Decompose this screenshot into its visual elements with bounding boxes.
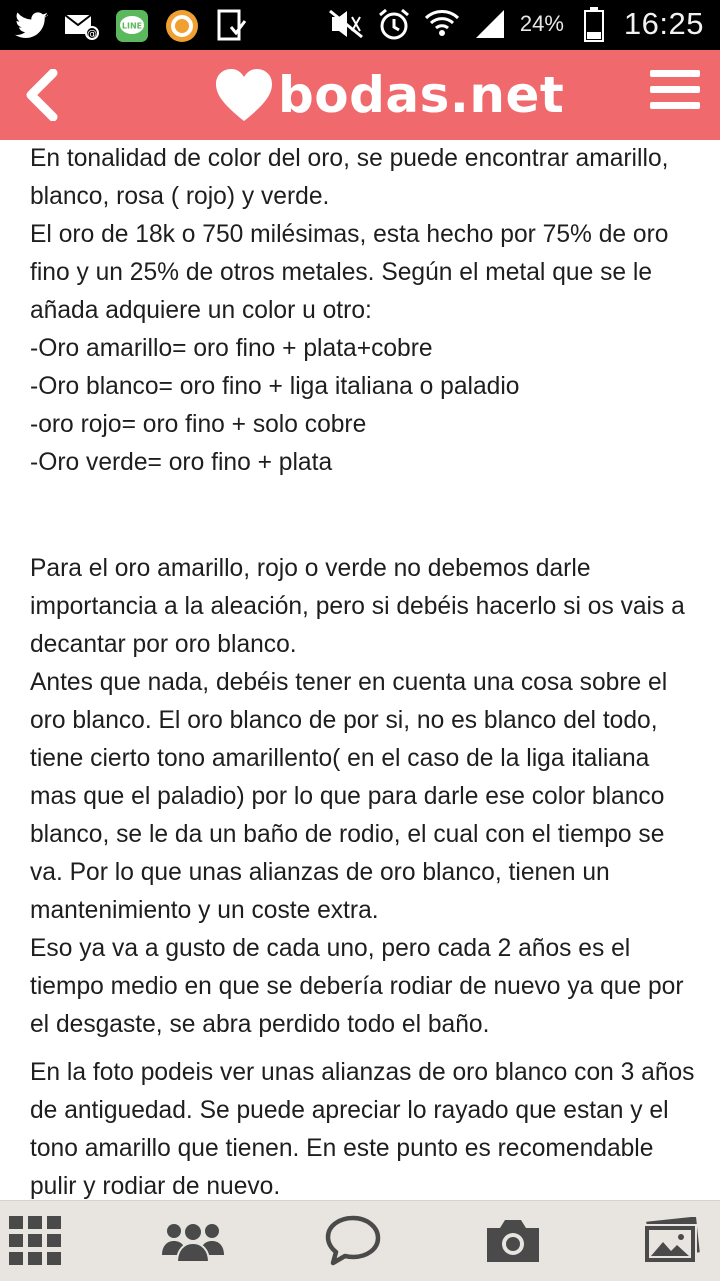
mail-icon <box>64 8 100 44</box>
menu-button[interactable] <box>650 70 702 120</box>
mute-icon <box>328 6 364 42</box>
nav-chat-button[interactable] <box>318 1211 388 1271</box>
status-bar-notifications <box>14 8 250 44</box>
camera-icon <box>483 1218 543 1264</box>
article-content[interactable] <box>0 140 720 1200</box>
svg-text:LINE: LINE <box>121 21 143 31</box>
nav-community-button[interactable] <box>158 1211 228 1271</box>
wifi-icon <box>424 6 460 42</box>
twitter-icon <box>14 8 50 44</box>
article-paragraph-colors: En tonalidad de color del oro, se puede encontrar amarillo, blanco, rosa ( rojo) y verde. El oro de 18k o 750 milésimas, esta hecho por 75% de oro fino y un 25% de otros metales. Según el metal que se le añada adquiere un color u otro: -Oro amarillo= oro fino + plata+cobre -Oro blanco= oro fino + liga italiana o paladio -oro rojo= oro fino + solo cobre -Oro verde= oro fino + plata <box>30 145 669 476</box>
chat-bubble-icon <box>324 1214 382 1268</box>
bottom-navigation <box>0 1200 720 1281</box>
svg-text:@: @ <box>87 29 97 40</box>
hamburger-menu-icon <box>650 70 702 109</box>
community-icon <box>160 1219 226 1263</box>
article-paragraph-photo: En la foto podeis ver unas alianzas de oro blanco con 3 años de antiguedad. Se puede apreciar lo rayado que estan y el tono amarillo que tienen. En este punto es recomendable pulir y rodiar de nuevo. <box>30 1059 695 1200</box>
back-button[interactable] <box>16 64 66 126</box>
bodas-logo[interactable] <box>214 60 564 130</box>
status-bar <box>0 0 720 50</box>
photos-icon <box>640 1217 702 1265</box>
heart-icon <box>214 67 274 123</box>
line-app-icon <box>114 8 150 44</box>
logo-text: bodas.net <box>278 66 565 124</box>
article-paragraph-white-gold: Para el oro amarillo, rojo o verde no debemos darle importancia a la aleación, pero si debéis hacerlo si os vais a decantar por oro blanco. Antes que nada, debéis tener en cuenta una cosa sobre el oro blanco. El oro blanco de por si, no es blanco del todo, tiene cierto tono amarillento( en el caso de la liga italiana mas que el paladio) por lo que para darle ese color blanco blanco, se le da un baño de rodio, el cual con el tiempo se va. Por lo que unas alianzas de oro blanco, tienen un mantenimiento y un coste extra. Eso ya va a gusto de cada uno, pero cada 2 años es el tiempo medio en que se debería rodiar de nuevo ya que por el desgaste, se abra perdido todo el baño. <box>30 555 685 1038</box>
nav-camera-button[interactable] <box>478 1211 548 1271</box>
grid-icon <box>9 1216 61 1266</box>
alarm-icon <box>376 6 412 42</box>
battery-icon <box>576 6 612 42</box>
chevron-left-icon <box>23 69 59 121</box>
nav-grid-button[interactable] <box>0 1211 70 1271</box>
circle-app-icon <box>164 8 200 44</box>
nav-photos-button[interactable] <box>636 1211 706 1271</box>
download-icon <box>214 8 250 44</box>
status-bar-system <box>328 6 704 42</box>
app-header <box>0 50 720 140</box>
battery-percent: 24% <box>519 11 564 36</box>
signal-icon <box>472 6 508 42</box>
status-time: 16:25 <box>623 6 704 41</box>
